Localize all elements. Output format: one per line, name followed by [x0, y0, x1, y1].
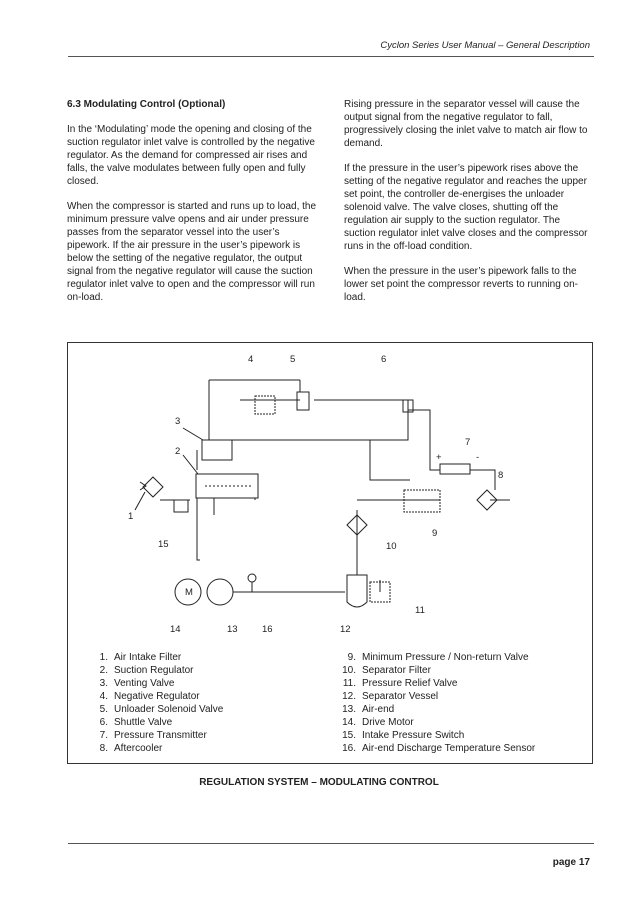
pipe: [370, 440, 410, 480]
paragraph: If the pressure in the user’s pipework rises above the setting of the negative regulator and reaches the upper set point, the controller de-energises the unloader solenoid valve. The valve closes, shutting off the regulation air supply to the suction regulator. The suction regulator inlet valve closes and the compressor runs in the off-load condition.: [344, 163, 588, 252]
callout-5: 5: [290, 354, 296, 365]
min-pressure-valve-symbol: [404, 490, 440, 512]
motor-label: M: [185, 587, 193, 598]
legend-right: [334, 651, 535, 755]
separator-vessel-symbol: [347, 575, 367, 607]
figure-caption: REGULATION SYSTEM – MODULATING CONTROL: [199, 777, 439, 788]
leader-line: [135, 492, 145, 510]
legend-item: 1. Air Intake Filter: [99, 652, 182, 663]
callout-15: 15: [158, 539, 169, 550]
callout-4: 4: [248, 354, 254, 365]
legend-item: 5. Unloader Solenoid Valve: [99, 704, 224, 715]
pipe: [197, 498, 200, 560]
callout-9: 9: [432, 528, 438, 539]
temperature-sensor-symbol: [248, 574, 256, 582]
legend-item: 8. Aftercooler: [99, 743, 163, 754]
callout-16: 16: [262, 624, 273, 635]
paragraph: When the compressor is started and runs up to load, the minimum pressure valve opens and air under pressure passes from the separator vessel into the user’s pipework. If the air pressure in the user’s pipework is below the setting of the negative regulator, the output signal from the negative regulator will cause the suction regulator inlet valve to open and the compressor will run on-load.: [67, 201, 317, 303]
legend-item: 12. Separator Vessel: [342, 691, 439, 702]
callout-2: 2: [175, 446, 181, 457]
unloader-solenoid-symbol: [297, 392, 309, 410]
callout-6: 6: [381, 354, 387, 365]
footer-rule: [68, 843, 594, 844]
callout-12: 12: [340, 624, 351, 635]
negative-regulator-symbol: [255, 396, 275, 414]
legend-item: 13. Air-end: [342, 704, 395, 715]
callout-3: 3: [175, 416, 181, 427]
callout-13: 13: [227, 624, 238, 635]
pressure-transmitter-symbol: [440, 464, 470, 474]
legend-item: 7. Pressure Transmitter: [99, 730, 207, 741]
pipe: [232, 400, 408, 460]
venting-valve-symbol: [202, 440, 232, 460]
legend-item: 10. Separator Filter: [342, 665, 431, 676]
legend-item: 11. Pressure Relief Valve: [342, 678, 458, 689]
plus-sign: +: [436, 452, 442, 463]
legend-item: 4. Negative Regulator: [99, 691, 200, 702]
legend-item: 9. Minimum Pressure / Non-return Valve: [347, 652, 529, 663]
paragraph: When the pressure in the user’s pipework falls to the lower set point the compressor reverts to running on-load.: [344, 266, 578, 303]
pressure-switch-symbol: [174, 500, 188, 512]
paragraph: Rising pressure in the separator vessel will cause the output signal from the negative regulator to fall, progressively closing the inlet valve to match air flow to demand.: [344, 99, 588, 149]
callout-7: 7: [465, 437, 471, 448]
section-heading: 6.3 Modulating Control (Optional): [67, 99, 226, 110]
legend-left: [86, 651, 223, 755]
leader-line: [183, 455, 198, 474]
legend-item: 6. Shuttle Valve: [99, 717, 173, 728]
legend-item: 16. Air-end Discharge Temperature Sensor: [342, 743, 536, 754]
page-number: page 17: [552, 857, 590, 868]
callout-14: 14: [170, 624, 181, 635]
paragraph: In the ‘Modulating’ mode the opening and closing of the suction regulator inlet valve is controlled by the negative regulator. As the demand for compressed air rises and falls, the valve modulates between fully open and fully closed.: [67, 124, 315, 187]
callout-11: 11: [415, 605, 425, 616]
legend-item: 14. Drive Motor: [342, 717, 414, 728]
callout-10: 10: [386, 541, 397, 552]
pipe: [209, 380, 300, 392]
running-header: Cyclon Series User Manual – General Description: [380, 40, 590, 51]
pipe: [470, 470, 495, 490]
leader-line: [183, 428, 203, 440]
minus-sign: -: [476, 452, 480, 463]
intake-filter-symbol: [143, 477, 163, 497]
legend-item: 2. Suction Regulator: [99, 665, 194, 676]
air-end-symbol: [207, 579, 233, 605]
callout-8: 8: [498, 470, 504, 481]
callout-1: 1: [128, 511, 134, 522]
legend-item: 3. Venting Valve: [99, 678, 175, 689]
legend-item: 15. Intake Pressure Switch: [342, 730, 465, 741]
